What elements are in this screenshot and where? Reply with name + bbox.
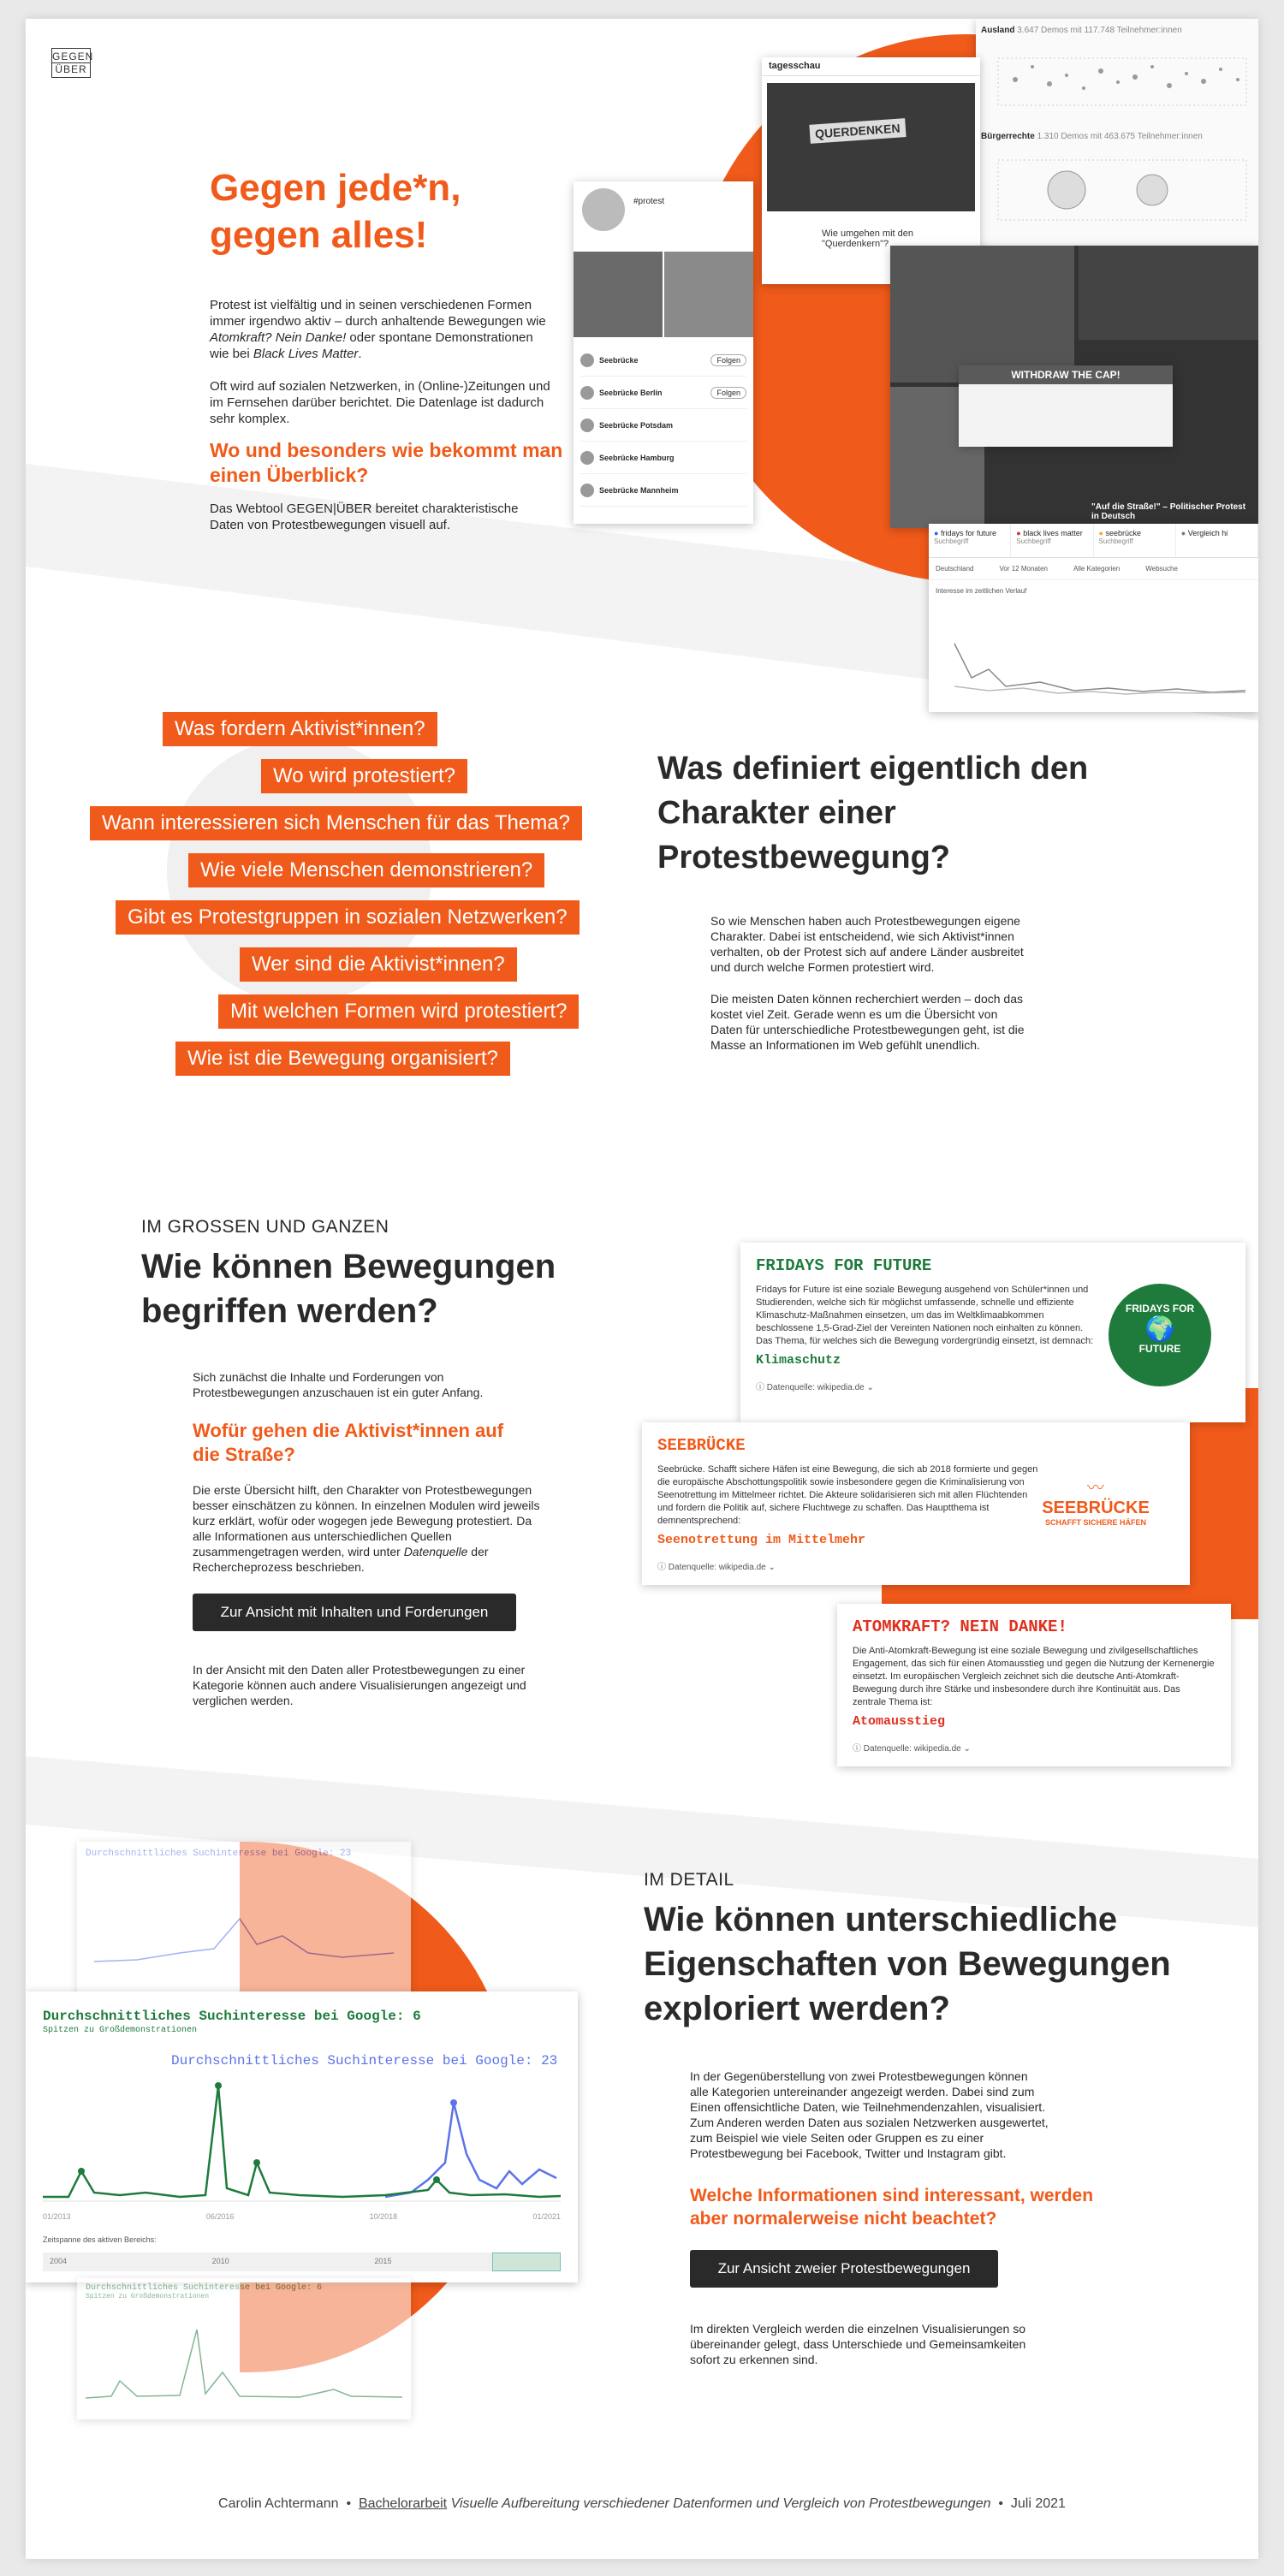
trend-chart-title: Interesse im zeitlichen Verlauf	[936, 587, 1027, 595]
trend-filter[interactable]: Alle Kategorien	[1073, 565, 1121, 573]
logo-top-text: GEGEN	[52, 50, 94, 62]
tweet-author: Seebrücke Potsdam	[599, 420, 674, 430]
section3-eyebrow: IM GROSSEN UND GANZEN	[141, 1217, 389, 1237]
trend-filters	[929, 558, 1258, 580]
hero-para-2: Oft wird auf sozialen Netzwerken, in (Online-)Zeitungen und im Fernsehen darüber berichtet. Die Datenlage ist dadurch sehr komplex.	[210, 379, 550, 426]
question-pill: Wo wird protestiert?	[261, 759, 467, 793]
question-pill: Was fordern Aktivist*innen?	[163, 712, 437, 746]
section2-title: Was definiert eigentlich den Charakter einer Protestbewegung?	[657, 751, 1089, 875]
section3-title: Wie können Bewegungen begriffen werden?	[141, 1248, 556, 1330]
tweet-item	[580, 377, 746, 409]
tagesschau-headline: Wie umgehen mit den "Querdenkern"?	[822, 229, 913, 249]
range-handle[interactable]	[492, 2253, 561, 2271]
footer-thesis-title: Visuelle Aufbereitung verschiedener Datenformen und Vergleich von Protestbewegungen	[450, 2496, 991, 2511]
movement-description: Fridays for Future ist eine soziale Bewegung ausgehend von Schüler*innen und Studierenden, welche sich für möglichst umfassende, schnelle und effiziente Klimaschutz-Maßnahmen einsetzen, um das im Weltklimaabkommen beschlossene 1,5-Grad-Ziel der Vereinten Nationen noch einhalten zu können. Das Thema, für welches sich die Bewegung vordergründig einsetzt, ist demnach:	[756, 1285, 1094, 1346]
blue-chart-title: Durchschnittliches Suchinteresse bei Google: 23	[171, 2053, 558, 2069]
buergerrechte-dots	[981, 147, 1255, 233]
movement-theme: Atomausstieg	[853, 1714, 946, 1729]
chart-bottom-faded	[77, 2278, 411, 2419]
x-axis-ticks	[43, 2212, 561, 2221]
trend-term[interactable]: ● black lives matter Suchbegriff	[1011, 524, 1093, 557]
section2-para-1: So wie Menschen haben auch Protestbewegungen eigene Charakter. Dabei ist entscheidend, wie sich Aktivist*innen verhalten, ob der Protest sich auf andere Länder ausbreitet und durch welche Formen protestiert wird.	[710, 914, 1024, 974]
year-tick: 2004	[50, 2257, 68, 2265]
tweet-item	[580, 344, 746, 377]
trend-term[interactable]: ● Vergleich hi	[1176, 524, 1258, 557]
trend-mini-chart	[937, 609, 1250, 703]
footer: Carolin Achtermann • Bachelorarbeit Visuelle Aufbereitung verschiedener Datenformen und Vergleich von Protestbewegungen • Juli 2021	[218, 2496, 1066, 2511]
tweet-avatar	[580, 484, 594, 497]
question-pill: Wie ist die Bewegung organisiert?	[175, 1042, 510, 1076]
withdraw-the-cap-card	[959, 365, 1173, 447]
hero-title-line-1: Gegen jede*n,	[210, 167, 461, 209]
green-peak-2	[215, 2082, 222, 2089]
movement-card[interactable]	[837, 1604, 1231, 1766]
section4-eyebrow: IM DETAIL	[644, 1870, 734, 1890]
hero-text	[210, 297, 552, 443]
x-tick: 01/2021	[532, 2212, 561, 2221]
movement-title: ATOMKRAFT? NEIN DANKE!	[853, 1617, 1067, 1636]
x-tick: 06/2016	[205, 2212, 235, 2221]
chart-bottom-title: Durchschnittliches Suchinteresse bei Google: 6	[86, 2283, 323, 2293]
hero-title-line-2: gegen alles!	[210, 214, 428, 256]
movement-title: SEEBRÜCKE	[657, 1436, 746, 1455]
movement-card[interactable]	[740, 1243, 1245, 1422]
footer-date: Juli 2021	[1010, 2496, 1066, 2511]
chart-top-title: Durchschnittliches Suchinteresse bei Google: 23	[86, 1849, 352, 1859]
section2-text	[710, 913, 1027, 1069]
buergerrechte-stat: Bürgerrechte 1.310 Demos mit 463.675 Teilnehmer:innen	[981, 132, 1203, 141]
section3-para-3: In der Ansicht mit den Daten aller Protestbewegungen zu einer Kategorie können auch andere Visualisierungen angezeigt und verglichen werden.	[193, 1663, 526, 1707]
demo-stats-screenshot	[976, 19, 1258, 246]
trend-term[interactable]: ● seebrücke Suchbegriff	[1094, 524, 1176, 557]
year-tick: 2010	[211, 2257, 229, 2265]
querdenken-banner: QUERDENKEN	[809, 118, 906, 144]
tweet-author: Seebrücke Mannheim	[599, 485, 679, 495]
ausland-stat: Ausland 3.647 Demos mit 117.748 Teilnehmer:innen	[981, 26, 1182, 35]
movement-theme: Klimaschutz	[756, 1353, 841, 1368]
chart-top-faded	[77, 1842, 411, 2013]
withdraw-title: WITHDRAW THE CAP!	[959, 365, 1173, 384]
gegenueber-logo[interactable]	[51, 48, 94, 78]
google-trends-screenshot	[929, 524, 1258, 712]
year-tick: 2015	[374, 2257, 392, 2265]
content-view-button[interactable]: Zur Ansicht mit Inhalten und Forderungen	[193, 1594, 516, 1631]
blue-peak	[450, 2099, 457, 2106]
section4-subtitle: Welche Informationen sind interessant, werden aber normalerweise nicht beachtet?	[690, 2186, 1094, 2229]
tweet-item	[580, 442, 746, 474]
blue-series-line	[385, 2103, 556, 2197]
chart-bottom-subtitle: Spitzen zu Großdemonstrationen	[86, 2293, 210, 2300]
green-chart-subtitle: Spitzen zu Großdemonstrationen	[43, 2026, 198, 2035]
tagesschau-header: tagesschau	[762, 57, 980, 76]
green-series-line	[43, 2086, 561, 2197]
green-chart-title: Durchschnittliches Suchinteresse bei Google: 6	[43, 2009, 421, 2024]
movement-theme: Seenotrettung im Mittelmehr	[657, 1533, 866, 1547]
data-source-toggle[interactable]: ⓘ Datenquelle: wikipedia.de ⌄	[853, 1744, 971, 1754]
follow-button[interactable]: Folgen	[710, 387, 746, 399]
data-source-toggle[interactable]: ⓘ Datenquelle: wikipedia.de ⌄	[657, 1563, 776, 1572]
section2-para-2: Die meisten Daten können recherchiert werden – doch das kostet viel Zeit. Gerade wenn es um die Übersicht von Daten für unterschiedliche Protestbewegungen geht, ist die Masse an Informationen im Web gefühlt unendlich.	[710, 992, 1025, 1052]
question-pill: Mit welchen Formen wird protestiert?	[218, 994, 579, 1029]
section3-subtitle: Wofür gehen die Aktivist*innen auf die Straße?	[193, 1420, 504, 1465]
protest-photo-collage	[890, 246, 1258, 528]
auf-die-strasse-caption: "Auf die Straße!" – Politischer Protest in Deutsch	[1091, 502, 1246, 521]
tweet-list	[580, 344, 746, 507]
trend-terms	[929, 524, 1258, 558]
movement-description: Seebrücke. Schafft sichere Häfen ist eine Bewegung, die sich ab 2018 formierte und gegen die europäische Abschottungspolitik sowie insbesondere gegen die Kriminalisierung von Seenotrettung im Mittelmeer richtet. Die Akteure solidarisieren sich mit allen Flüchtenden und fordern die Politik auf, sichere Fluchtwege zu schaffen. Das Hauptthema ist demnentsprechend:	[657, 1464, 1038, 1526]
movement-card[interactable]	[642, 1422, 1190, 1585]
profile-avatar	[582, 188, 625, 231]
tweet-avatar	[580, 418, 594, 432]
green-peak-1	[78, 2168, 85, 2175]
tweet-author: Seebrücke	[599, 355, 639, 365]
comparison-view-button[interactable]: Zur Ansicht zweier Protestbewegungen	[690, 2250, 998, 2288]
movement-description: Die Anti-Atomkraft-Bewegung ist eine soziale Bewegung und zivilgesellschaftliches Engagement, das sich für einen Atomausstieg und gegen die Nutzung der Kernenergie einsetzt. Im europäischen Vergleich zeichnet sich die deutsche Anti-Atomkraft-Bewegung durch ihre Stärke und insbesondere durch ihre Kontinuität aus. Das zentrale Thema ist:	[853, 1646, 1215, 1707]
twitter-screenshot	[574, 181, 753, 524]
page-card	[26, 19, 1258, 2559]
logo-bottom-text: ÜBER	[52, 62, 90, 75]
search-interest-lines	[43, 2069, 569, 2214]
trend-filter[interactable]: Vor 12 Monaten	[999, 565, 1048, 573]
tweet-author: Seebrücke Berlin	[599, 388, 663, 397]
twitter-media-grid	[574, 252, 753, 337]
green-peak-3	[253, 2159, 260, 2166]
tweet-item	[580, 474, 746, 507]
tweet-author: Seebrücke Hamburg	[599, 453, 675, 462]
tweet-avatar	[580, 451, 594, 465]
fff-logo: FRIDAYS FOR 🌍 FUTURE	[1109, 1284, 1211, 1386]
hero-para-3: Das Webtool GEGEN|ÜBER bereitet charakteristische Daten von Protestbewegungen visuell auf.	[210, 502, 519, 532]
question-pill: Gibt es Protestgruppen in sozialen Netzwerken?	[116, 900, 580, 935]
trend-filter[interactable]: Deutschland	[936, 565, 974, 573]
search-interest-chart	[26, 1991, 578, 2282]
section4-para-2: Im direkten Vergleich werden die einzelnen Visualisierungen so übereinander gelegt, dass Unterschiede und Gemeinsamkeiten sofort zu erkennen sind.	[690, 2322, 1026, 2366]
question-pill: Wer sind die Aktivist*innen?	[240, 947, 517, 982]
green-peak-4	[433, 2176, 440, 2183]
follow-button[interactable]: Folgen	[710, 354, 746, 366]
section4-para-1: In der Gegenüberstellung von zwei Protestbewegungen können alle Kategorien untereinander angezeigt werden. Dabei sind zum Einen offensichtliche Daten, wie Teilnehmendenzahlen, visualisiert. Zum Anderen werden Daten aus sozialen Netzwerken ausgewertet, zum Beispiel wie viele Seiten oder Gruppen es zu einer Protestbewegung bei Facebook, Twitter und Instagram gibt.	[690, 2069, 1049, 2160]
tweet-item	[580, 409, 746, 442]
question-pill: Wann interessieren sich Menschen für das Thema?	[90, 806, 582, 840]
querdenken-photo	[767, 83, 975, 211]
hero-subtitle: Wo und besonders wie bekommt man einen Überblick?	[210, 439, 563, 486]
tweet-avatar	[580, 386, 594, 400]
x-tick: 10/2018	[369, 2212, 398, 2221]
seebruecke-logo: 〰 SEEBRÜCKE SCHAFFT SICHERE HÄFEN	[1042, 1479, 1150, 1527]
data-source-toggle[interactable]: ⓘ Datenquelle: wikipedia.de ⌄	[756, 1383, 874, 1392]
year-range-selector[interactable]	[43, 2253, 561, 2271]
trend-filter[interactable]: Websuche	[1145, 565, 1178, 573]
trend-term[interactable]: ● fridays for future Suchbegriff	[929, 524, 1011, 557]
footer-author: Carolin Achtermann	[218, 2496, 339, 2511]
tweet-avatar	[580, 353, 594, 367]
movement-title: FRIDAYS FOR FUTURE	[756, 1256, 932, 1275]
footer-thesis-link[interactable]: Bachelorarbeit	[358, 2496, 448, 2511]
x-tick: 01/2013	[43, 2212, 71, 2221]
section3-para-1: Sich zunächst die Inhalte und Forderungen von Protestbewegungen anzuschauen ist ein guter Anfang.	[193, 1370, 484, 1399]
range-label: Zeitspanne des aktiven Bereichs:	[43, 2235, 157, 2244]
section4-title: Wie können unterschiedliche Eigenschaften von Bewegungen exploriert werden?	[644, 1901, 1171, 2027]
hero-title	[210, 164, 461, 258]
section3-para-2: Die erste Übersicht hilft, den Charakter von Protestbewegungen besser einschätzen zu können. In einzelnen Modulen wird jeweils kurz erklärt, wofür oder wogegen jede Bewegung protestiert. Da alle Informationen aus unterschiedlichen Quellen zusammengetragen werden, wird unter Datenquelle der Rechercheprozess beschrieben.	[193, 1483, 540, 1574]
ausland-dots	[981, 41, 1255, 118]
twitter-handle: #protest	[633, 197, 665, 206]
question-pill: Wie viele Menschen demonstrieren?	[188, 853, 544, 887]
hero-para-1: Protest ist vielfältig und in seinen verschiedenen Formen immer irgendwo aktiv – durch anhaltende Bewegungen wie Atomkraft? Nein Danke! oder spontane Demonstrationen wie bei Black Lives Matter.	[210, 298, 546, 361]
